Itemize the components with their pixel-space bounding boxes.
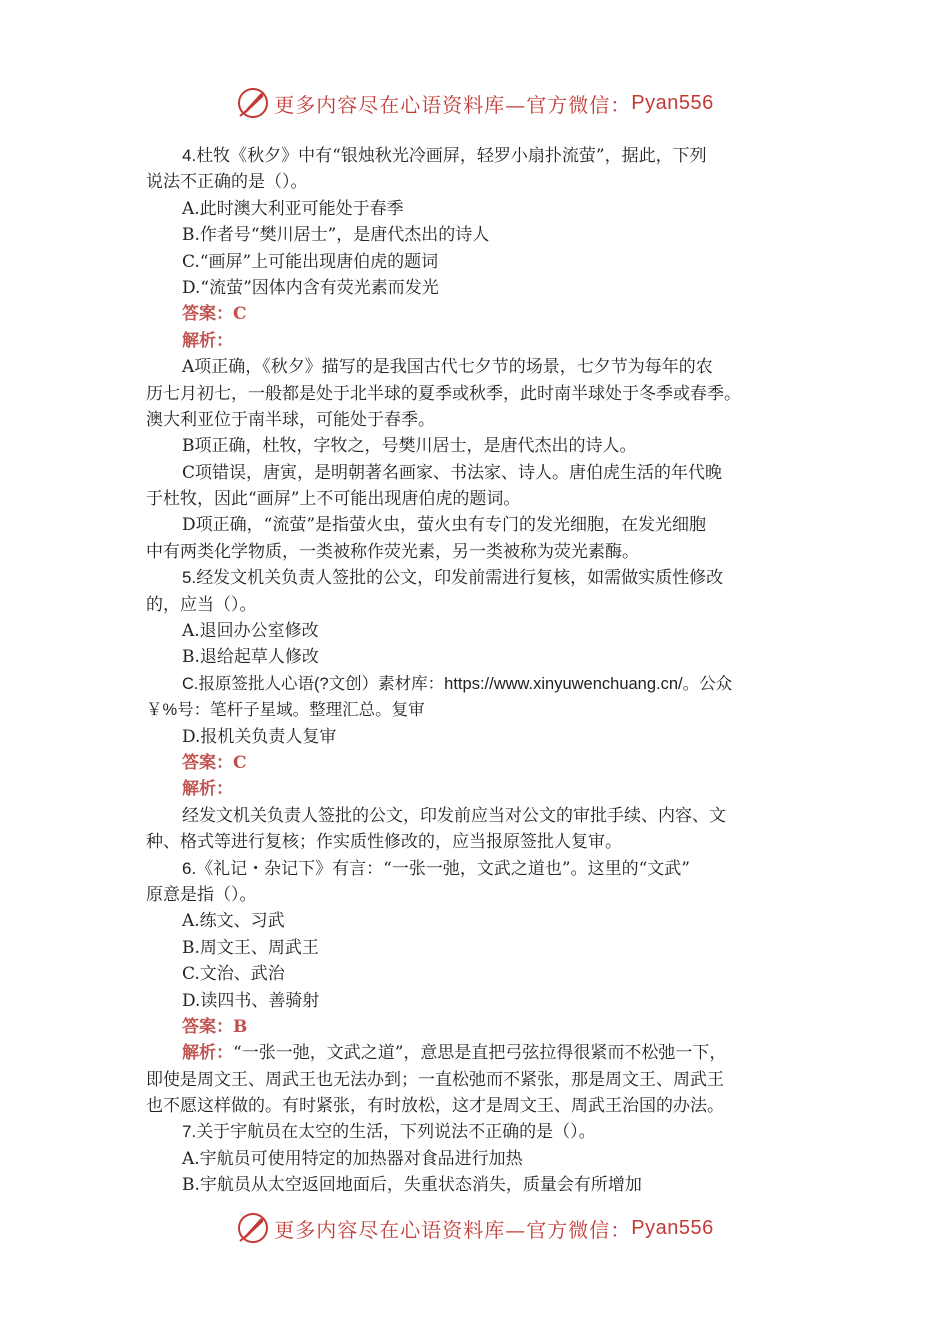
q4-answer: 答案：C xyxy=(182,304,247,325)
q4-number: 4. xyxy=(182,146,197,165)
q4-explanation: 中有两类化学物质，一类被称作荧光素，另一类被称为荧光素酶。 xyxy=(146,541,639,562)
q7-option-b: B.宇航员从太空返回地面后，失重状态消失，质量会有所增加 xyxy=(182,1175,642,1196)
q6-answer: 答案：B xyxy=(182,1016,248,1037)
q4-explanation: C项错误，唐寅，是明朝著名画家、书法家、诗人。唐伯虎生活的年代晚 xyxy=(182,462,723,483)
q4-option-b: B.作者号“樊川居士”，是唐代杰出的诗人 xyxy=(182,225,490,246)
q4-analysis-label: 解析： xyxy=(182,330,233,351)
q5-option-b: B.退给起草人修改 xyxy=(182,647,319,668)
q4-stem-cont: 说法不正确的是（）。 xyxy=(146,172,308,193)
q6-explanation: 即使是周文王、周武王也无法办到；一直松弛而不紧张，那是周文王、周武王 xyxy=(146,1069,724,1090)
banner-text: 更多内容尽在心语资料库—官方微信： xyxy=(274,92,632,117)
q6-explanation: 解析：“一张一弛，文武之道”，意思是直把弓弦拉得很紧而不松弛一下， xyxy=(182,1043,727,1064)
q4-option-a: A.此时澳大利亚可能处于春季 xyxy=(182,198,404,219)
banner-wechat-id: Pyan556 xyxy=(631,1216,714,1239)
q6-option-d: D.读四书、善骑射 xyxy=(182,990,320,1011)
q5-stem: 5.经发文机关负责人签批的公文，印发前需进行复核，如需做实质性修改 xyxy=(182,568,724,589)
q7-option-a: A.宇航员可使用特定的加热器对食品进行加热 xyxy=(182,1148,523,1169)
q6-explanation: 也不愿这样做的。有时紧张，有时放松，这才是周文王、周武王治国的办法。 xyxy=(146,1096,724,1117)
q4-explanation: 澳大利亚位于南半球，可能处于春季。 xyxy=(146,409,435,430)
q6-option-b: B.周文王、周武王 xyxy=(182,937,319,958)
q6-option-a: A.练文、习武 xyxy=(182,911,285,932)
q4-explanation: D项正确，“流萤”是指萤火虫，萤火虫有专门的发光细胞，在发光细胞 xyxy=(182,515,707,536)
q5-stem-cont: 的，应当（）。 xyxy=(146,594,257,615)
q5-explanation: 种、格式等进行复核；作实质性修改的，应当报原签批人复审。 xyxy=(146,832,622,853)
header-banner xyxy=(0,83,950,123)
footer-banner xyxy=(0,1208,950,1248)
q4-option-c: C.“画屏”上可能出现唐伯虎的题词 xyxy=(182,251,439,272)
q6-number: 6. xyxy=(182,858,197,878)
document-body xyxy=(146,143,824,1199)
q5-option-d: D.报机关负责人复审 xyxy=(182,726,337,747)
quill-logo-icon xyxy=(236,86,270,120)
q7-stem: 7.关于宇航员在太空的生活，下列说法不正确的是（）。 xyxy=(182,1122,596,1143)
q6-option-c: C.文治、武治 xyxy=(182,964,285,985)
q4-explanation: 于杜牧，因此“画屏”上不可能出现唐伯虎的题词。 xyxy=(146,489,521,510)
q6-stem-cont: 原意是指（）。 xyxy=(146,884,257,905)
quill-logo-icon xyxy=(236,1211,270,1245)
q5-option-c-cont: ￥%号：笔杆子星域。整理汇总。复审 xyxy=(146,701,425,720)
q6-analysis-label: 解析： xyxy=(182,1043,233,1064)
q5-number: 5. xyxy=(182,568,197,588)
banner-text: 更多内容尽在心语资料库—官方微信： xyxy=(274,1217,632,1242)
q4-explanation: A项正确，《秋夕》描写的是我国古代七夕节的场景，七夕节为每年的农 xyxy=(182,357,713,378)
banner-wechat-id: Pyan556 xyxy=(631,91,714,114)
q4-explanation: B项正确，杜牧，字牧之，号樊川居士，是唐代杰出的诗人。 xyxy=(182,436,637,457)
q5-option-a: A.退回办公室修改 xyxy=(182,621,319,642)
q5-answer: 答案：C xyxy=(182,752,247,773)
q5-explanation: 经发文机关负责人签批的公文，印发前应当对公文的审批手续、内容、文 xyxy=(182,805,726,826)
q5-analysis-label: 解析： xyxy=(182,779,233,800)
q6-stem: 6.《礼记・杂记下》有言：“一张一弛，文武之道也”。这里的“文武” xyxy=(182,858,690,879)
q7-number: 7. xyxy=(182,1122,197,1142)
q4-stem: 4.杜牧《秋夕》中有“银烛秋光冷画屏，轻罗小扇扑流萤”，据此，下列 xyxy=(182,146,707,166)
q5-option-c: C.报原签批人心语(?文创）素材库：https://www.xinyuwenchuang.cn/。公众 xyxy=(182,674,733,693)
q4-explanation: 历七月初七，一般都是处于北半球的夏季或秋季，此时南半球处于冬季或春季。 xyxy=(146,383,741,404)
q4-option-d: D.“流萤”因体内含有荧光素而发光 xyxy=(182,277,439,298)
